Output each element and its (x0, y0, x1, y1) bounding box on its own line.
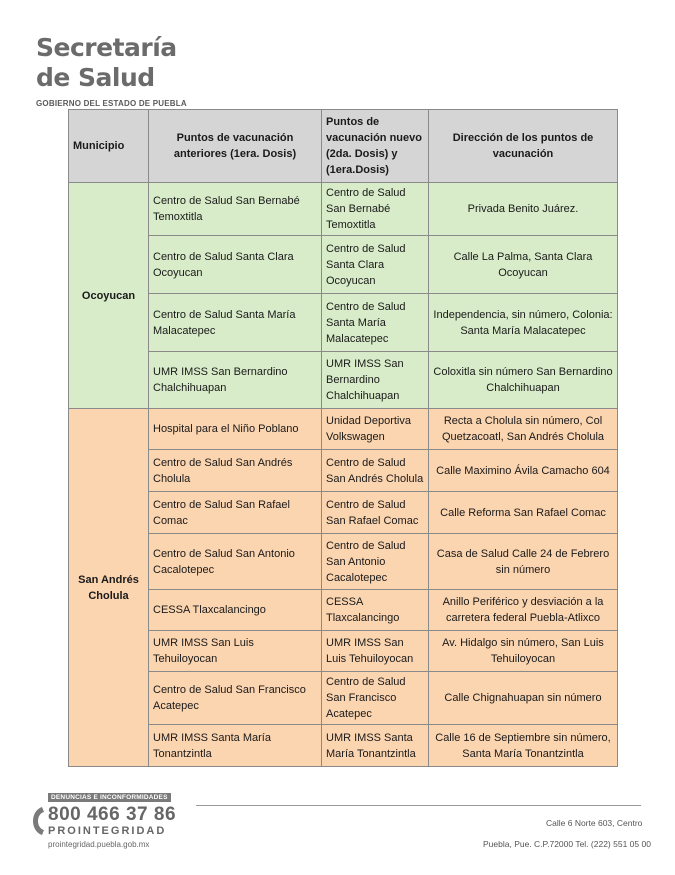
new-point-cell: UMR IMSS San Luis Tehuiloyocan (322, 631, 429, 672)
prointegridad-brand: PROINTEGRIDAD (48, 825, 167, 837)
address-cell: Privada Benito Juárez. (429, 183, 618, 236)
address-cell: Calle Chignahuapan sin número (429, 672, 618, 725)
address-cell: Calle La Palma, Santa Clara Ocoyucan (429, 236, 618, 294)
new-point-cell: UMR IMSS Santa María Tonantzintla (322, 725, 429, 767)
secretaria-salud-logo (36, 33, 187, 108)
vaccination-points-table (68, 109, 618, 767)
header-previous-points: Puntos de vacunación anteriores (1era. Dosis) (149, 110, 322, 183)
new-point-cell: Centro de Salud San Antonio Cacalotepec (322, 534, 429, 590)
table-row (69, 672, 618, 725)
previous-point-cell: Centro de Salud San Francisco Acatepec (149, 672, 322, 725)
table-row (69, 492, 618, 534)
complaints-badge: DENUNCIAS E INCONFORMIDADES (48, 793, 171, 802)
logo-subtitle: GOBIERNO DEL ESTADO DE PUEBLA (36, 99, 187, 108)
new-point-cell: CESSA Tlaxcalancingo (322, 590, 429, 631)
new-point-cell: Centro de Salud San Francisco Acatepec (322, 672, 429, 725)
address-cell: Coloxitla sin número San Bernardino Chalchihuapan (429, 352, 618, 409)
address-cell: Casa de Salud Calle 24 de Febrero sin número (429, 534, 618, 590)
table-row (69, 409, 618, 450)
previous-point-cell: Centro de Salud San Bernabé Temoxtitla (149, 183, 322, 236)
previous-point-cell: Centro de Salud Santa María Malacatepec (149, 294, 322, 352)
new-point-cell: Centro de Salud San Andrés Cholula (322, 450, 429, 492)
previous-point-cell: Centro de Salud San Antonio Cacalotepec (149, 534, 322, 590)
address-cell: Independencia, sin número, Colonia: Santa María Malacatepec (429, 294, 618, 352)
table-row (69, 183, 618, 236)
previous-point-cell: Centro de Salud San Andrés Cholula (149, 450, 322, 492)
previous-point-cell: Centro de Salud San Rafael Comac (149, 492, 322, 534)
phone-row (32, 805, 176, 837)
address-cell: Calle Maximino Ávila Camacho 604 (429, 450, 618, 492)
address-cell: Calle Reforma San Rafael Comac (429, 492, 618, 534)
table-row (69, 631, 618, 672)
municipio-cell: Ocoyucan (69, 183, 149, 409)
table-row (69, 352, 618, 409)
phone-icon (32, 806, 46, 836)
complaints-phone: 800 466 37 86 (48, 804, 177, 825)
new-point-cell: Centro de Salud San Bernabé Temoxtitla (322, 183, 429, 236)
new-point-cell: Centro de Salud San Rafael Comac (322, 492, 429, 534)
new-point-cell: Unidad Deportiva Volkswagen (322, 409, 429, 450)
table-row (69, 450, 618, 492)
table-row (69, 725, 618, 767)
address-cell: Calle 16 de Septiembre sin número, Santa María Tonantzintla (429, 725, 618, 767)
table-row (69, 534, 618, 590)
address-cell: Anillo Periférico y desviación a la carretera federal Puebla-Atlixco (429, 590, 618, 631)
prointegridad-logo (32, 786, 176, 849)
new-point-cell: Centro de Salud Santa Clara Ocoyucan (322, 236, 429, 294)
new-point-cell: UMR IMSS San Bernardino Chalchihuapan (322, 352, 429, 409)
previous-point-cell: UMR IMSS San Luis Tehuiloyocan (149, 631, 322, 672)
previous-point-cell: Centro de Salud Santa Clara Ocoyucan (149, 236, 322, 294)
table-header-row (69, 110, 618, 183)
footer-address-line1: Calle 6 Norte 603, Centro (546, 818, 643, 828)
previous-point-cell: UMR IMSS San Bernardino Chalchihuapan (149, 352, 322, 409)
logo-title-line2: de Salud (36, 63, 155, 92)
new-point-cell: Centro de Salud Santa María Malacatepec (322, 294, 429, 352)
municipio-cell: San Andrés Cholula (69, 409, 149, 767)
previous-point-cell: CESSA Tlaxcalancingo (149, 590, 322, 631)
header-new-points: Puntos de vacunación nuevo (2da. Dosis) y (1era.Dosis) (322, 110, 429, 183)
footer-address-line2: Puebla, Pue. C.P.72000 Tel. (222) 551 05 00 (483, 839, 651, 849)
address-cell: Av. Hidalgo sin número, San Luis Tehuiloyocan (429, 631, 618, 672)
previous-point-cell: Hospital para el Niño Poblano (149, 409, 322, 450)
previous-point-cell: UMR IMSS Santa María Tonantzintla (149, 725, 322, 767)
address-cell: Recta a Cholula sin número, Col Quetzacoatl, San Andrés Cholula (429, 409, 618, 450)
footer-divider (196, 805, 641, 806)
header-municipio: Municipio (69, 110, 149, 183)
table-row (69, 294, 618, 352)
table-row (69, 236, 618, 294)
prointegridad-website: prointegridad.puebla.gob.mx (48, 840, 150, 849)
table-row (69, 590, 618, 631)
header-address: Dirección de los puntos de vacunación (429, 110, 618, 183)
logo-title-line1: Secretaría (36, 33, 177, 62)
